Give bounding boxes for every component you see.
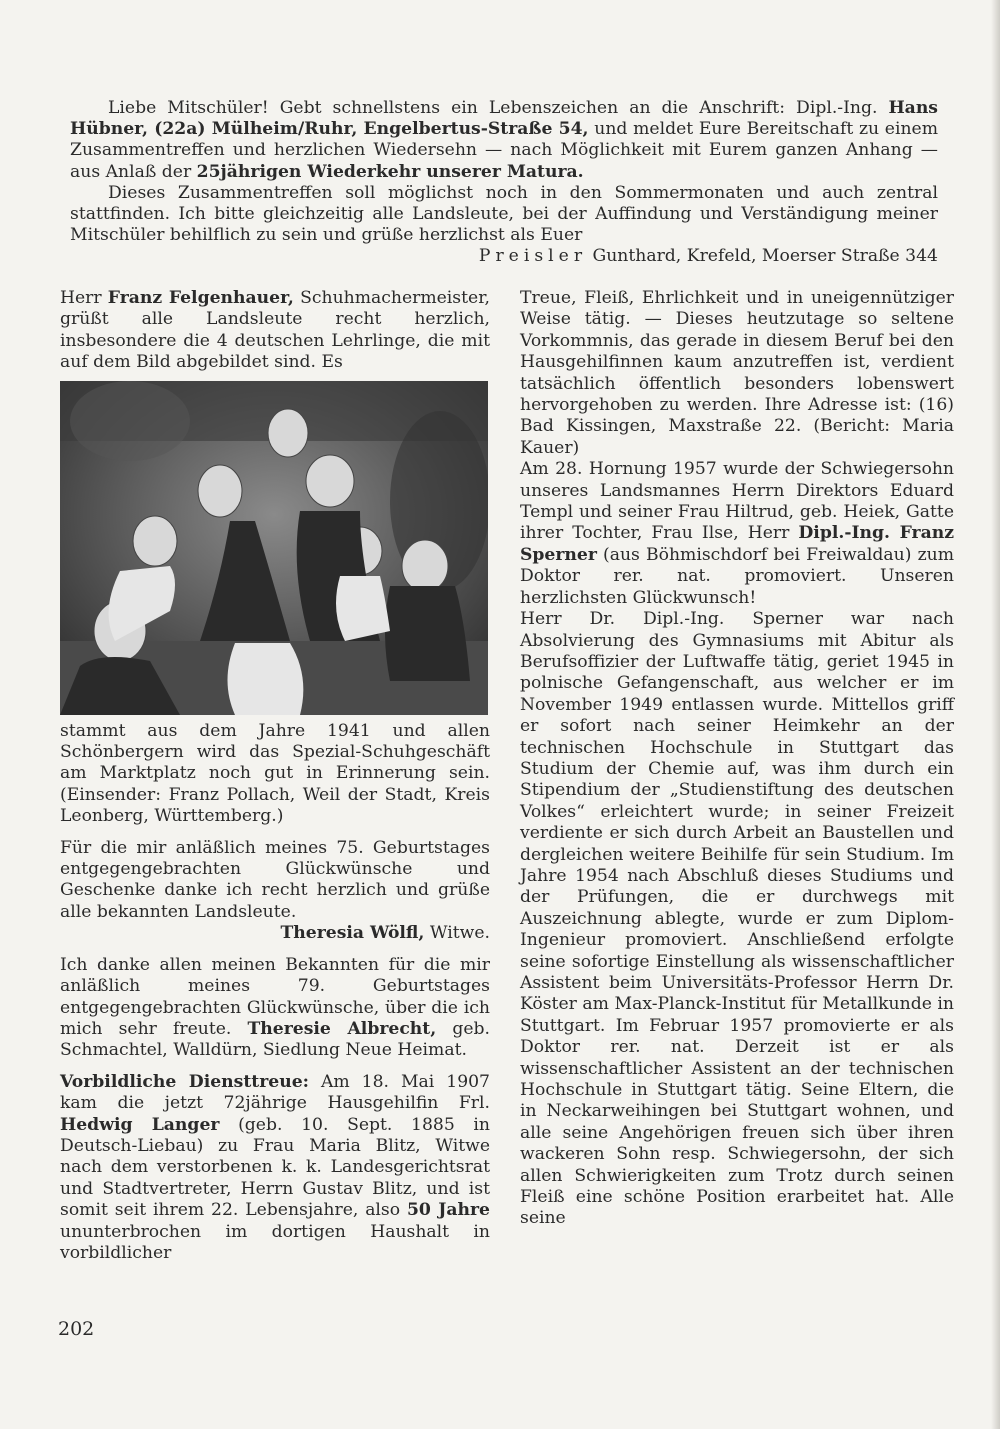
felgenhauer-run-2: Schuhmachermeister, grüßt alle Landsleute recht herzlich, insbesondere die 4 deutschen Lehrlinge, die mit auf dem Bild abgebildet sind. Es [60,288,490,373]
felgenhauer-run-1: Franz Felgenhauer, [107,288,294,308]
diensttreue-run-0: Vorbildliche Diensttreue: [60,1071,309,1092]
sperner-promotion [520,459,954,609]
sperner-run-2: (aus Böhmischdorf bei Freiwaldau) zum Doktor rer. nat. promoviert. Unseren herzlichsten Glückwunsch! [520,544,954,608]
notice-paragraph [70,98,938,183]
notice-signature [70,246,938,267]
diensttreue-report-cont: Treue, Fleiß, Ehrlichkeit und in uneigennütziger Weise tätig. — Dieses heutzutage so seltene Vorkommnis, das gerade in diesem Beruf bei den Hausgehilfinnen kaum anzutreffen ist, verdient tatsächlich öffentlich besonders lobenswert hervorgehoben zu werden. Ihre Adresse ist: (16) Bad Kissingen, Maxstraße 22. (Bericht: Maria Kauer) [520,288,954,458]
woelfl-signature [60,923,490,944]
sperner-run-0: Am 28. Hornung 1957 wurde der Schwiegersohn unseres Landsmannes Herrn Direktors Eduard Templ und seiner Frau Hiltrud, geb. Heiek, Gatte ihrer Tochter, Frau Ilse, Herr [520,459,954,544]
page-number: 202 [58,1318,95,1340]
albrecht-run-0: Ich danke allen meinen Bekannten für die mir anläßlich meines 79. Geburtstages entgegengebrachten Glückwünsche, über die ich mich sehr freute. [60,954,490,1039]
notice-run-3: 25jährigen Wiederkehr unserer Matura. [196,161,584,182]
felgenhauer-greeting [60,288,490,374]
left-column [60,288,490,1264]
diensttreue-run-1: Am 18. Mai 1907 kam die jetzt 72jährige Hausgehilfin Frl. [60,1071,490,1114]
woelfl-thanks: Für die mir anläßlich meines 75. Geburtstages entgegengebrachten Glückwünsche und Geschenke danke ich recht herzlich und grüße alle bekannten Landsleute. [60,837,490,922]
signature-surname: Preisler [478,246,588,267]
felgenhauer-run-0: Herr [60,288,108,308]
right-column [520,288,954,1230]
notice-run-0: Liebe Mitschüler! Gebt schnellstens ein Lebenszeichen an die Anschrift: Dipl.-Ing. [108,98,889,118]
albrecht-run-1: Theresie Albrecht, [247,1018,437,1039]
felgenhauer-greeting-cont: stammt aus dem Jahre 1941 und allen Schönbergern wird das Spezial-Schuhgeschäft am Marktplatz noch gut in Erinnerung sein. (Einsender: Franz Pollach, Weil der Stadt, Kreis Leonberg, Württemberg.) [60,720,490,827]
diensttreue-run-5: ununterbrochen im dortigen Haushalt in vorbildlicher [60,1221,490,1263]
notice-run-1: Hans Hübner, (22a) Mülheim/Ruhr, Engelbertus-Straße 54, [70,98,938,140]
woelfl-suffix: Witwe. [424,923,490,944]
albrecht-run-2: geb. Schmachtel, Walldürn, Siedlung Neue Heimat. [60,1018,490,1061]
notice-paragraph-2: Dieses Zusammentreffen soll möglichst noch in den Sommermonaten und auch zentral stattfinden. Ich bitte gleichzeitig alle Landsleute, bei der Auffindung und Verständigung meiner Mitschüler behilflich zu sein und grüße herzlichst als Euer [70,182,938,246]
signature-address: Gunthard, Krefeld, Moerser Straße 344 [587,246,938,267]
notice-run-2: und meldet Eure Bereitschaft zu einem Zusammentreffen und herzlichen Wiedersehn — nach Möglichkeit mit Eurem ganzen Anhang — aus Anlaß der [70,119,938,182]
woelfl-name: Theresia Wölfl, [280,923,425,944]
sperner-run-1: Dipl.-Ing. Franz Sperner [520,523,954,565]
sperner-biography: Herr Dr. Dipl.-Ing. Sperner war nach Absolvierung des Gymnasiums mit Abitur als Berufsoffizier der Luftwaffe tätig, geriet 1945 in polnische Gefangenschaft, aus welcher er im November 1949 entlassen wurde. Mittellos griff er sofort nach seiner Heimkehr an der technischen Hochschule in Stuttgart das Studium der Chemie auf, was ihm durch ein Stipendium der „Studienstiftung des deutschen Volkes“ erleichtert wurde; in seiner Freizeit verdiente er sich durch Arbeit an Baustellen und dergleichen weitere Beihilfe für sein Studium. Im Jahre 1954 nach Abschluß dieses Studiums und der Prüfungen, die er durchwegs mit Auszeichnung ablegte, wurde er zum Diplom-Ingenieur promoviert. Anschließend erfolgte seine sofortige Einstellung als wissenschaftlicher Assistent beim Universitäts-Professor Herrn Dr. Köster am Max-Planck-Institut für Metallkunde in Stuttgart. Im Februar 1957 promovierte er als Doktor rer. nat. Derzeit ist er als wissenschaftlicher Assistent an der technischen Hochschule in Stuttgart tätig. Seine Eltern, die in Neckarweihingen bei Stuttgart wohnen, und alle seine Angehörigen freuen sich über ihren wackeren Sohn resp. Schwiegersohn, der sich allen Schwierigkeiten zum Trotz durch seinen Fleiß eine schöne Position erarbeitet hat. Alle seine [520,609,954,1229]
diensttreue-report [60,1072,490,1265]
diensttreue-run-2: Hedwig Langer [60,1114,220,1135]
albrecht-thanks [60,955,490,1062]
classmates-notice [70,98,938,268]
diensttreue-run-3: (geb. 10. Sept. 1885 in Deutsch-Liebau) zu Frau Maria Blitz, Witwe nach dem verstorbenen k. k. Landesgerichtsrat und Stadtvertreter, Herrn Gustav Blitz, und ist somit seit ihrem 22. Lebensjahre, also [60,1114,490,1221]
page-edge-shadow [991,0,1000,1429]
diensttreue-run-4: 50 Jahre [406,1200,490,1221]
group-photo [60,381,488,715]
